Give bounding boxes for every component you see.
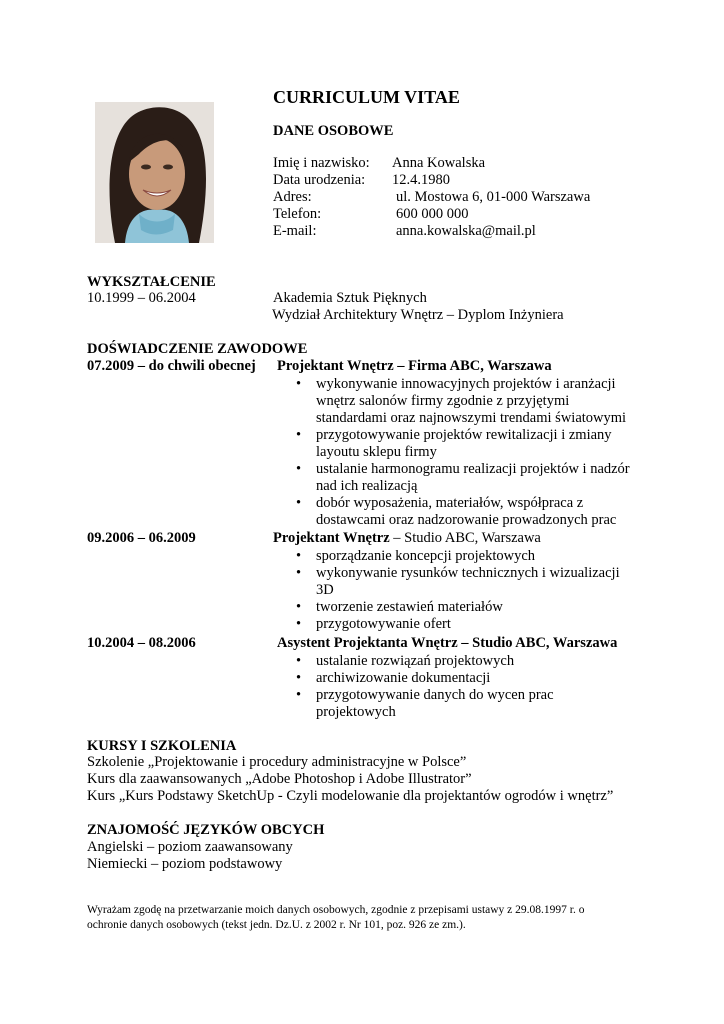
- bullet-icon: •: [296, 427, 302, 443]
- list-item: • ustalanie rozwiązań projektowych: [296, 653, 515, 669]
- education-faculty: Wydział Architektury Wnętrz – Dyplom Inżyniera: [272, 307, 564, 323]
- education-heading: WYKSZTAŁCENIE: [87, 274, 216, 290]
- list-item: • tworzenie zestawień materiałów: [296, 599, 503, 615]
- portrait-image: [95, 102, 214, 243]
- list-item: • przygotowywanie ofert: [296, 616, 451, 632]
- bullet-icon: •: [296, 376, 302, 392]
- personal-heading: DANE OSOBOWE: [273, 123, 394, 139]
- education-dates: 10.1999 – 06.2004: [87, 290, 196, 306]
- bullet-icon: •: [296, 548, 302, 564]
- address-value: ul. Mostowa 6, 01-000 Warszawa: [396, 189, 591, 205]
- courses-heading: KURSY I SZKOLENIA: [87, 738, 237, 754]
- job-position: Asystent Projektanta Wnętrz – Studio ABC, Warszawa: [277, 635, 618, 651]
- experience-heading: DOŚWIADCZENIE ZAWODOWE: [87, 341, 308, 357]
- list-item: • ustalanie harmonogramu realizacji projektów i nadzór nad ich realizacją: [296, 461, 630, 494]
- language-item: Angielski – poziom zaawansowany: [87, 839, 293, 855]
- bullet-icon: •: [296, 670, 302, 686]
- consent-line-2: ochronie danych osobowych (tekst jedn. Dz.U. z 2002 r. Nr 101, poz. 926 ze zm.).: [87, 919, 466, 931]
- list-item: • przygotowywanie projektów rewitalizacji i zmiany layoutu sklepu firmy: [296, 427, 612, 460]
- job-dates: 09.2006 – 06.2009: [87, 530, 196, 546]
- bullet-icon: •: [296, 599, 302, 615]
- bullet-icon: •: [296, 495, 302, 511]
- bullet-icon: •: [296, 461, 302, 477]
- name-value: Anna Kowalska: [392, 155, 486, 171]
- list-item: • wykonywanie rysunków technicznych i wizualizacji 3D: [296, 565, 620, 598]
- languages-heading: ZNAJOMOŚĆ JĘZYKÓW OBCYCH: [87, 822, 325, 838]
- phone-value: 600 000 000: [396, 206, 469, 222]
- list-item: • wykonywanie innowacyjnych projektów i aranżacji wnętrz salonów firmy zgodnie z przyjętymi standardami oraz najnowszymi trendami światowymi: [296, 376, 627, 426]
- bullet-icon: •: [296, 565, 302, 581]
- education-school: Akademia Sztuk Pięknych: [273, 290, 427, 306]
- language-item: Niemiecki – poziom podstawowy: [87, 856, 283, 872]
- bullet-icon: •: [296, 687, 302, 703]
- job-tasks-list: [296, 653, 636, 721]
- phone-label: Telefon:: [273, 206, 322, 222]
- consent-line-1: Wyrażam zgodę na przetwarzanie moich danych osobowych, zgodnie z przepisami ustawy z 29.08.1997 r. o: [87, 904, 585, 916]
- bullet-icon: •: [296, 616, 302, 632]
- job-tasks-list: [296, 548, 636, 633]
- birthdate-label: Data urodzenia:: [273, 172, 366, 188]
- email-value: anna.kowalska@mail.pl: [396, 223, 536, 239]
- list-item: • sporządzanie koncepcji projektowych: [296, 548, 536, 564]
- job-position: Projektant Wnętrz – Studio ABC, Warszawa: [273, 530, 541, 546]
- email-label: E-mail:: [273, 223, 317, 239]
- birthdate-value: 12.4.1980: [392, 172, 450, 188]
- course-item: Kurs dla zaawansowanych „Adobe Photoshop i Adobe Illustrator”: [87, 771, 472, 787]
- address-label: Adres:: [273, 189, 312, 205]
- list-item: • archiwizowanie dokumentacji: [296, 670, 491, 686]
- page-title: CURRICULUM VITAE: [273, 87, 460, 107]
- list-item: • przygotowywanie danych do wycen prac projektowych: [296, 687, 554, 720]
- job-tasks-list: [296, 376, 636, 529]
- list-item: • dobór wyposażenia, materiałów, współpraca z dostawcami oraz nadzorowanie prowadzonych prac: [296, 495, 617, 528]
- name-label: Imię i nazwisko:: [273, 155, 370, 171]
- profile-photo: [95, 102, 214, 243]
- bullet-icon: •: [296, 653, 302, 669]
- course-item: Szkolenie „Projektowanie i procedury administracyjne w Polsce”: [87, 754, 467, 770]
- job-dates: 07.2009 – do chwili obecnej: [87, 358, 256, 374]
- job-dates: 10.2004 – 08.2006: [87, 635, 196, 651]
- course-item: Kurs „Kurs Podstawy SketchUp - Czyli modelowanie dla projektantów ogrodów i wnętrz”: [87, 788, 614, 804]
- job-position: Projektant Wnętrz – Firma ABC, Warszawa: [277, 358, 552, 374]
